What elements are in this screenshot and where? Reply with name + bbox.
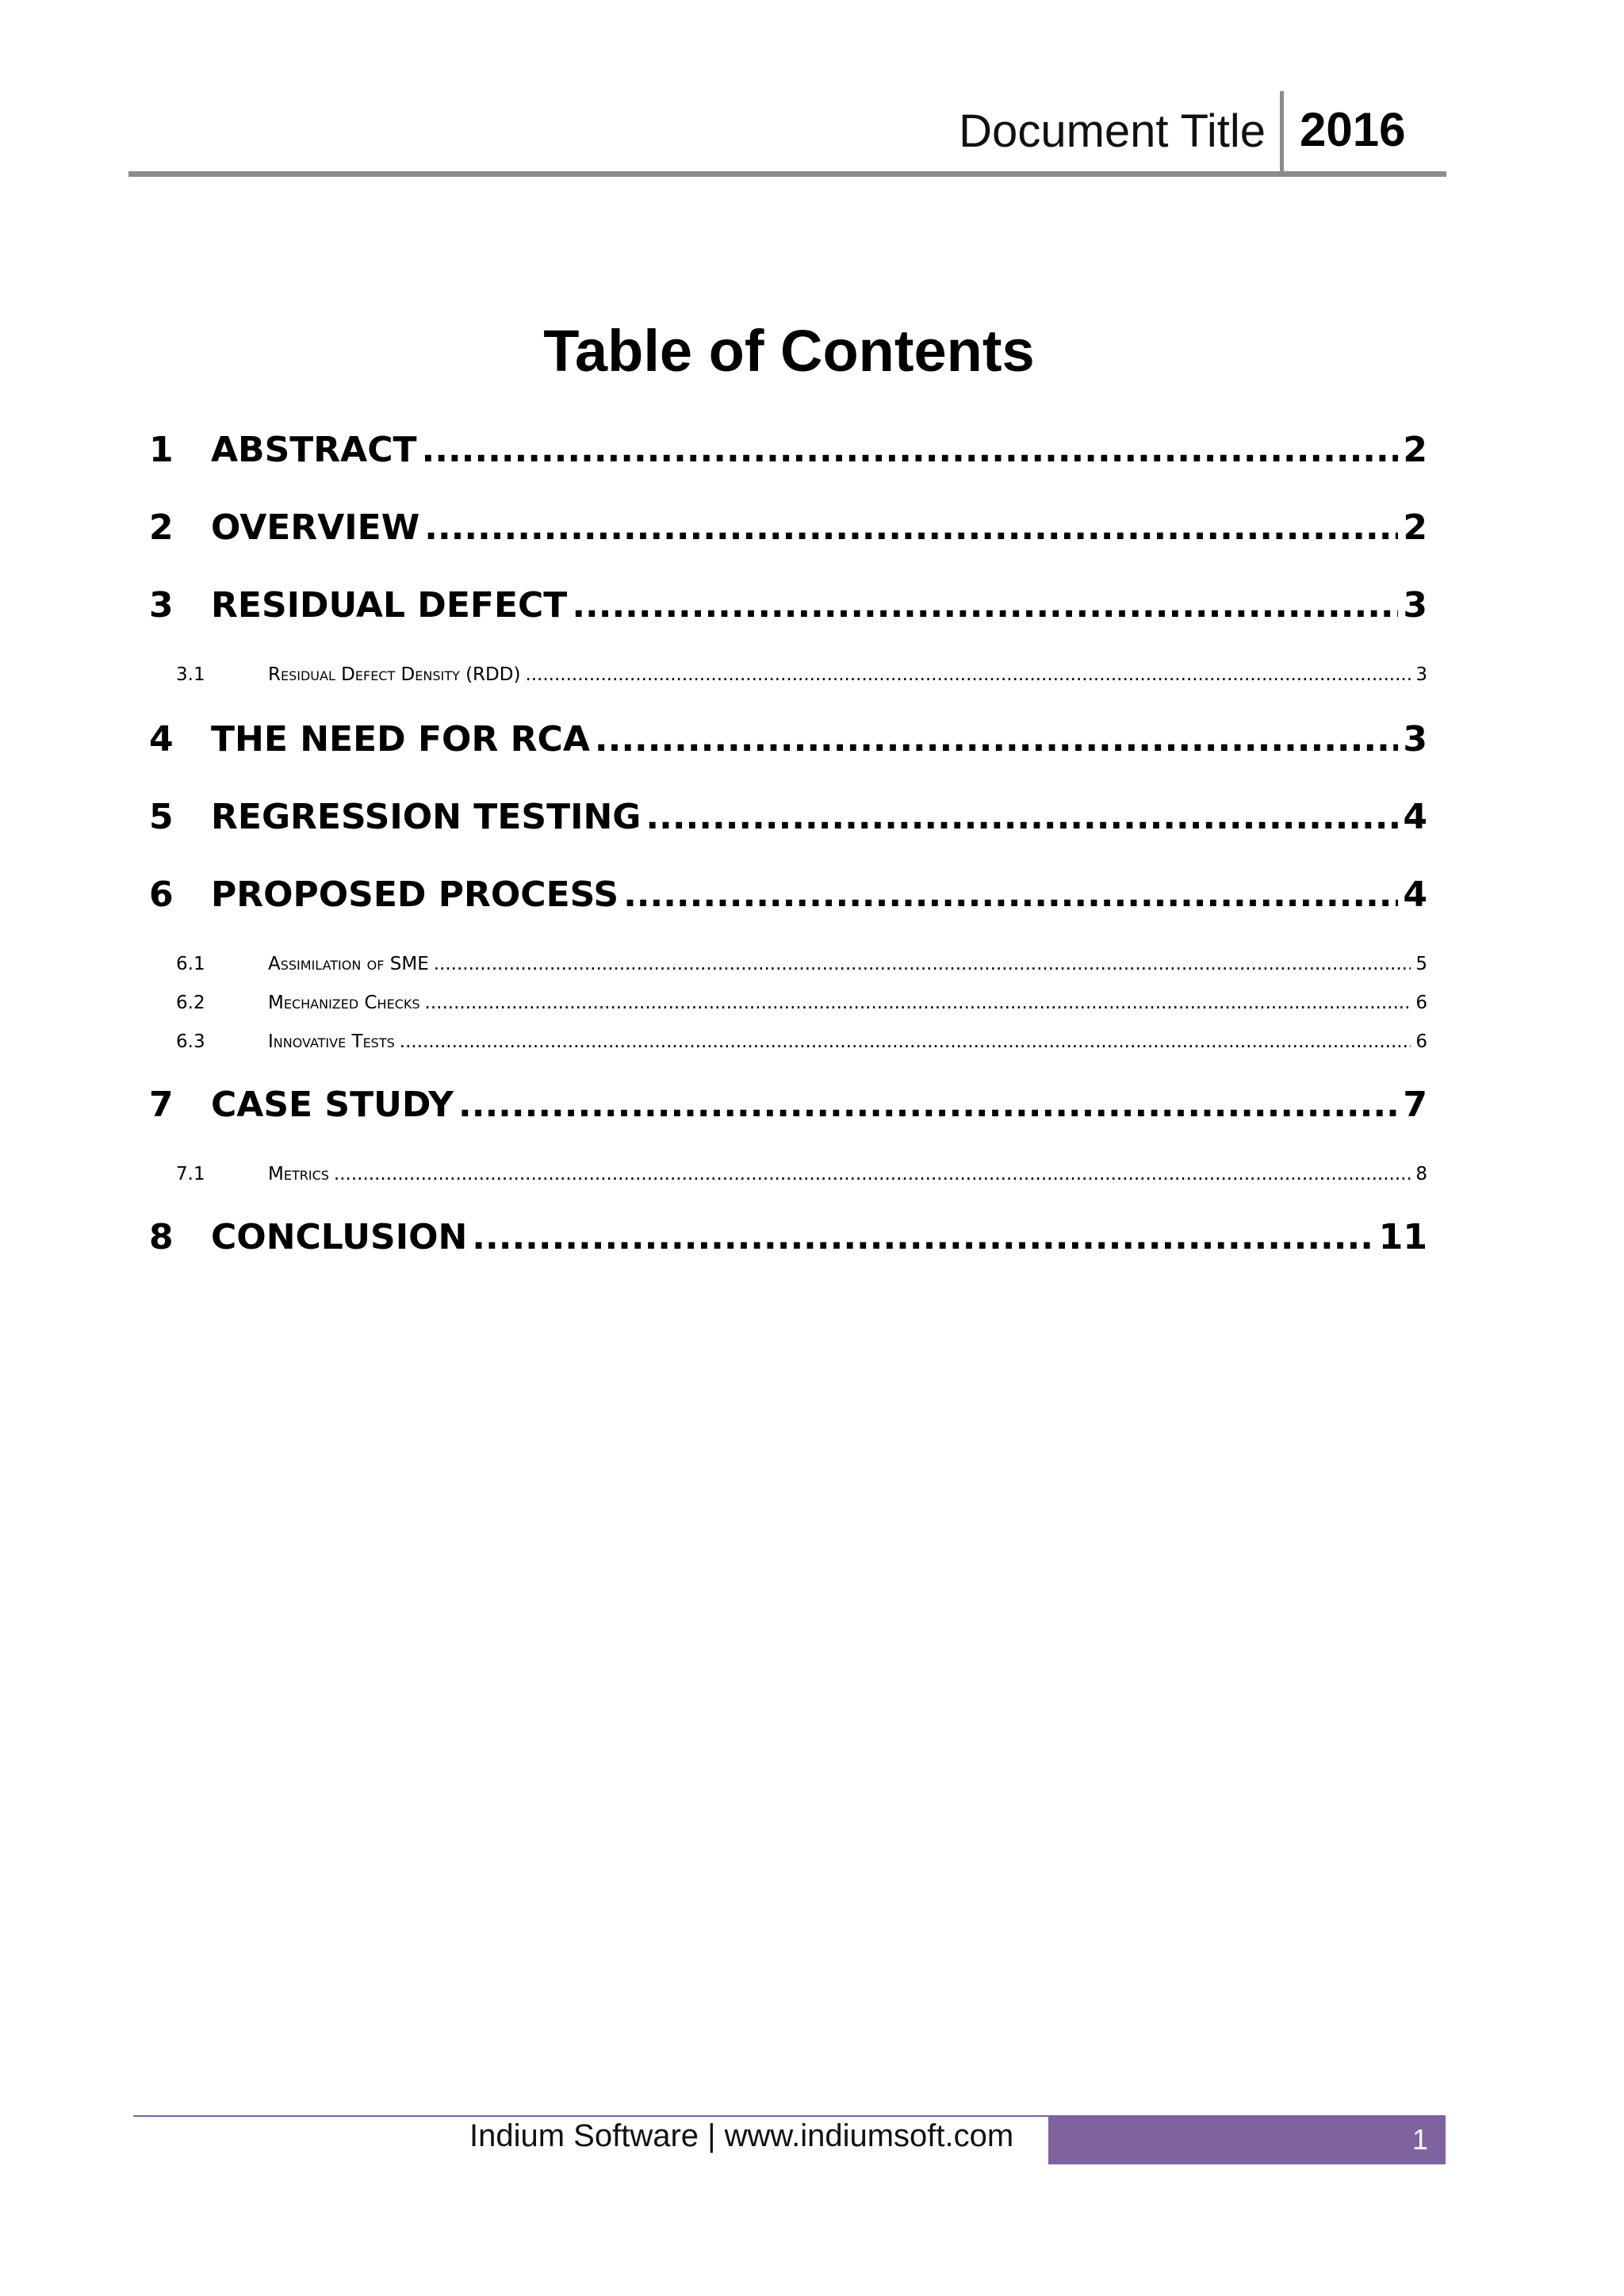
toc-dot-leader: [472, 1217, 1373, 1257]
toc-subentry-page: 6: [1415, 1031, 1427, 1052]
toc-entry-page: 3: [1403, 585, 1427, 626]
toc-dot-leader: [434, 954, 1411, 974]
toc-entry-number: 7: [149, 1085, 174, 1125]
document-year: 2016: [1300, 103, 1406, 156]
toc-subentry[interactable]: [176, 993, 1427, 1018]
toc-subentry-page: 5: [1415, 954, 1427, 974]
toc-subentry-label: Assimilation of SME: [268, 954, 429, 974]
toc-entry-label: CONCLUSION: [211, 1217, 468, 1257]
toc-entry-number: 5: [149, 797, 174, 837]
toc-dot-leader: [458, 1085, 1398, 1125]
toc-subentry-page: 6: [1415, 993, 1427, 1013]
toc-entry[interactable]: [149, 1217, 1427, 1266]
toc-subentry-page: 8: [1415, 1164, 1427, 1184]
footer-page-box: [1048, 2117, 1446, 2164]
toc-dot-leader: [645, 797, 1398, 837]
toc-entry-label: CASE STUDY: [211, 1085, 454, 1125]
toc-dot-leader: [400, 1031, 1411, 1052]
toc-entry-label: PROPOSED PROCESS: [211, 874, 619, 915]
toc-entry-label: RESIDUAL DEFECT: [211, 585, 568, 626]
header-separator: [1280, 91, 1284, 172]
toc-subentry[interactable]: [176, 1031, 1427, 1057]
toc-dot-leader: [424, 507, 1398, 548]
toc-dot-leader: [422, 430, 1399, 470]
page-header: [128, 91, 1446, 177]
toc-entry[interactable]: [149, 1085, 1427, 1134]
toc-entry-page: 3: [1403, 719, 1427, 760]
toc-dot-leader: [525, 664, 1411, 685]
toc-entry-label: REGRESSION TESTING: [211, 797, 642, 837]
toc-entry-label: THE NEED FOR RCA: [211, 719, 590, 760]
toc-dot-leader: [595, 719, 1398, 760]
toc-entry-page: 4: [1403, 797, 1427, 837]
toc-subentry-page: 3: [1415, 664, 1427, 685]
toc-entry-page: 2: [1403, 507, 1427, 548]
toc-entry[interactable]: [149, 874, 1427, 924]
toc-subentry-number: 3.1: [176, 664, 205, 685]
toc-entry-number: 1: [149, 430, 174, 470]
toc-dot-leader: [623, 874, 1398, 915]
toc-subentry[interactable]: [176, 1164, 1427, 1189]
toc-entry[interactable]: [149, 719, 1427, 768]
toc-subentry-label: Innovative Tests: [268, 1031, 395, 1052]
toc-entry-label: ABSTRACT: [211, 430, 417, 470]
toc-dot-leader: [334, 1164, 1411, 1184]
toc-subentry-number: 7.1: [176, 1164, 205, 1184]
toc-entry-number: 6: [149, 874, 174, 915]
toc-title: Table of Contents: [543, 318, 1035, 384]
toc-entry-number: 2: [149, 507, 174, 548]
toc-entry-number: 3: [149, 585, 174, 626]
document-title: Document Title: [959, 105, 1266, 157]
toc-subentry-number: 6.3: [176, 1031, 205, 1052]
toc-dot-leader: [425, 993, 1411, 1013]
toc-subentry[interactable]: [176, 664, 1427, 690]
toc-subentry[interactable]: [176, 954, 1427, 979]
toc-entry-page: 2: [1403, 430, 1427, 470]
toc-subentry-label: Residual Defect Density (RDD): [268, 664, 521, 685]
toc-entry[interactable]: [149, 797, 1427, 846]
toc-subentry-label: Metrics: [268, 1164, 329, 1184]
toc-entry[interactable]: [149, 430, 1427, 479]
toc-entry-number: 4: [149, 719, 174, 760]
toc-entry[interactable]: [149, 585, 1427, 634]
footer-page-number: 1: [1411, 2123, 1428, 2156]
toc-subentry-number: 6.2: [176, 993, 205, 1013]
footer-text: Indium Software | www.indiumsoft.com: [469, 2118, 1014, 2153]
toc-entry-number: 8: [149, 1217, 174, 1257]
toc-dot-leader: [572, 585, 1398, 626]
toc-entry-page: 7: [1403, 1085, 1427, 1125]
header-rule: [128, 171, 1446, 177]
toc-subentry-label: Mechanized Checks: [268, 993, 420, 1013]
toc-entry[interactable]: [149, 507, 1427, 557]
toc-entry-page: 11: [1378, 1217, 1427, 1257]
toc-entry-label: OVERVIEW: [211, 507, 420, 548]
toc-entry-page: 4: [1403, 874, 1427, 915]
toc-subentry-number: 6.1: [176, 954, 205, 974]
